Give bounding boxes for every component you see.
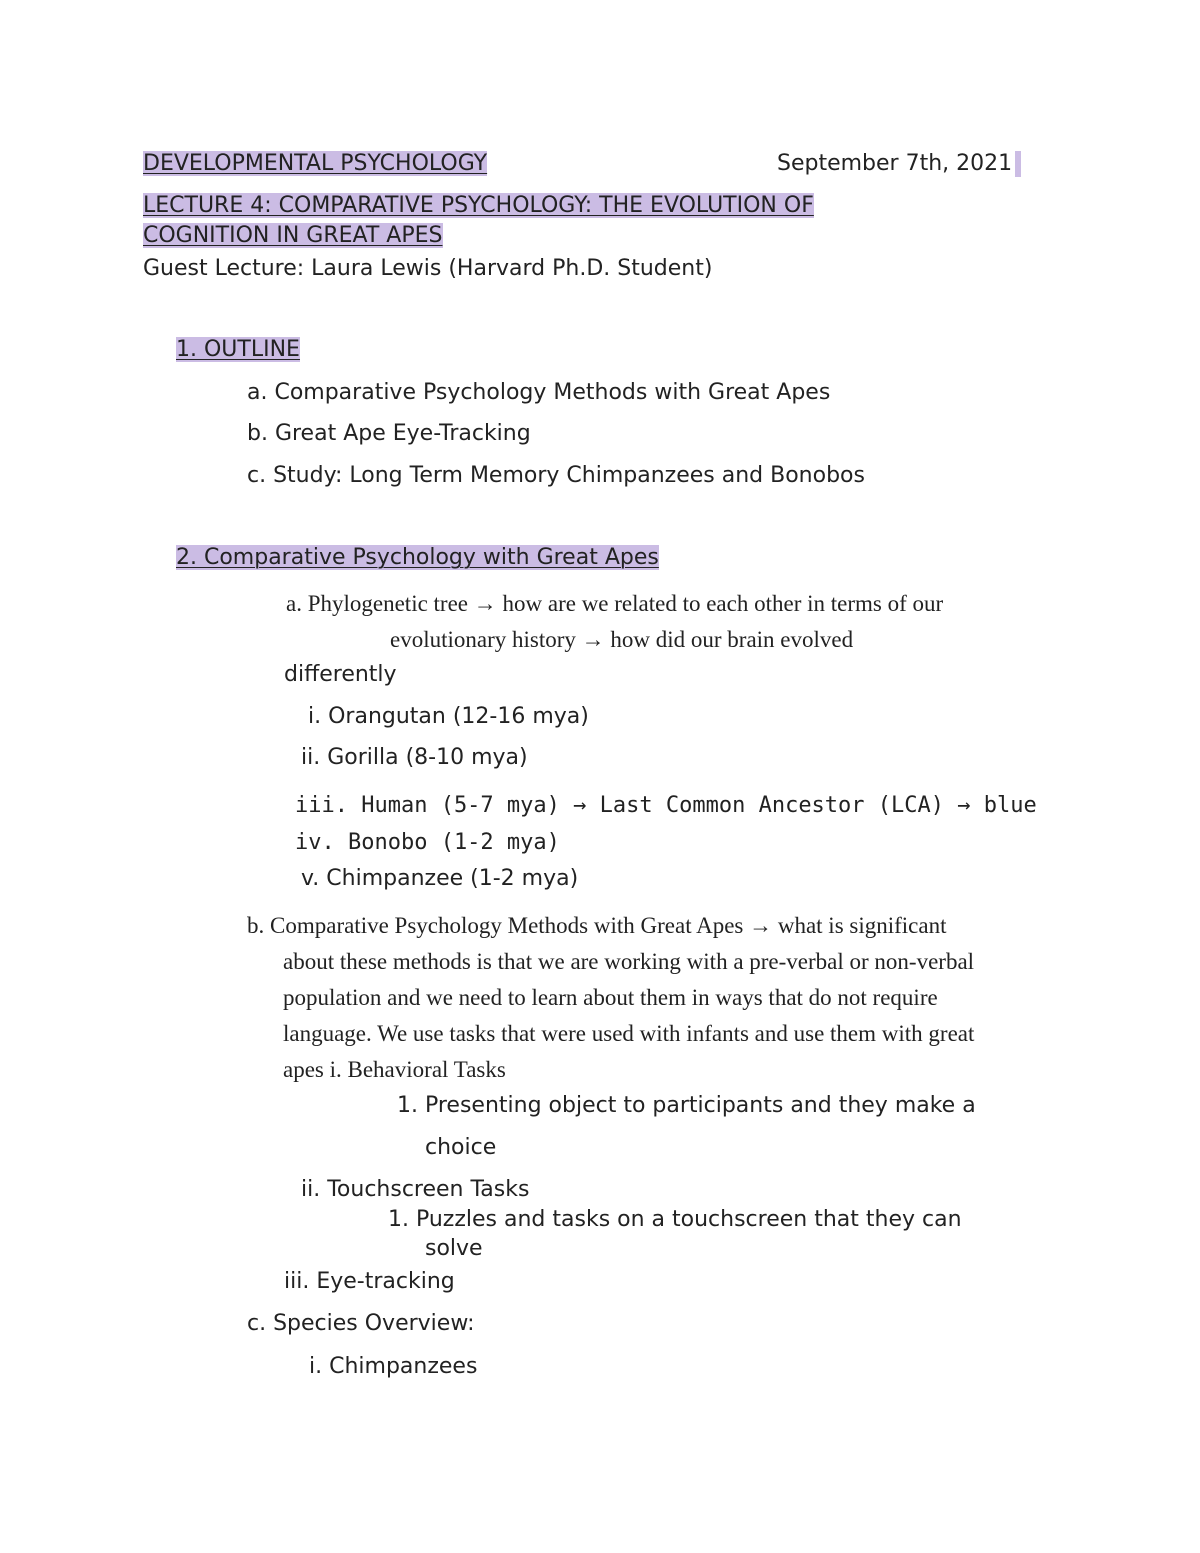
phylogenetic-line-1: a. Phylogenetic tree → how are we related to each other in terms of our [286, 591, 944, 616]
methods-paragraph-line: about these methods is that we are working with a pre-verbal or non-verbal [283, 949, 975, 974]
touchscreen-task-item-cont: solve [425, 1236, 483, 1261]
species-item: iv. Bonobo (1-2 mya) [295, 830, 560, 855]
lecture-date: September 7th, 2021 [777, 151, 1021, 177]
highlight-marker [1015, 151, 1021, 177]
section-2-heading: 2. Comparative Psychology with Great Apes [176, 545, 659, 570]
course-title: DEVELOPMENTAL PSYCHOLOGY [143, 151, 488, 176]
species-item: i. Orangutan (12-16 mya) [308, 704, 589, 729]
species-item: v. Chimpanzee (1-2 mya) [301, 866, 579, 891]
guest-lecture: Guest Lecture: Laura Lewis (Harvard Ph.D. Student) [143, 256, 713, 281]
outline-item: c. Study: Long Term Memory Chimpanzees and Bonobos [247, 463, 865, 488]
methods-paragraph-line: language. We use tasks that were used with infants and use them with great [283, 1021, 975, 1046]
species-item: ii. Gorilla (8-10 mya) [301, 745, 528, 770]
lecture-title-line-1: LECTURE 4: COMPARATIVE PSYCHOLOGY: THE EVOLUTION OF [143, 193, 814, 218]
outline-item: a. Comparative Psychology Methods with Great Apes [247, 380, 831, 405]
phylogenetic-line-2: evolutionary history → how did our brain evolved [390, 627, 854, 652]
outline-item: b. Great Ape Eye-Tracking [247, 421, 531, 446]
touchscreen-task-item: 1. Puzzles and tasks on a touchscreen that they can [388, 1207, 962, 1232]
eye-tracking-item: iii. Eye-tracking [284, 1269, 455, 1294]
lecture-title-line-2: COGNITION IN GREAT APES [143, 223, 443, 248]
methods-paragraph-line: apes i. Behavioral Tasks [283, 1057, 506, 1082]
behavioral-task-item-cont: choice [425, 1135, 497, 1160]
touchscreen-tasks: ii. Touchscreen Tasks [301, 1177, 530, 1202]
species-overview-heading: c. Species Overview: [247, 1311, 475, 1336]
species-item: iii. Human (5-7 mya) → Last Common Ancestor (LCA) → blue [295, 793, 1037, 818]
behavioral-task-item: 1. Presenting object to participants and they make a [397, 1093, 976, 1118]
species-overview-item: i. Chimpanzees [309, 1354, 478, 1379]
methods-paragraph-line: population and we need to learn about them in ways that do not require [283, 985, 938, 1010]
outline-heading: 1. OUTLINE [176, 337, 300, 362]
phylogenetic-line-3: differently [284, 662, 397, 687]
methods-paragraph-line: b. Comparative Psychology Methods with Great Apes → what is significant [247, 913, 947, 938]
